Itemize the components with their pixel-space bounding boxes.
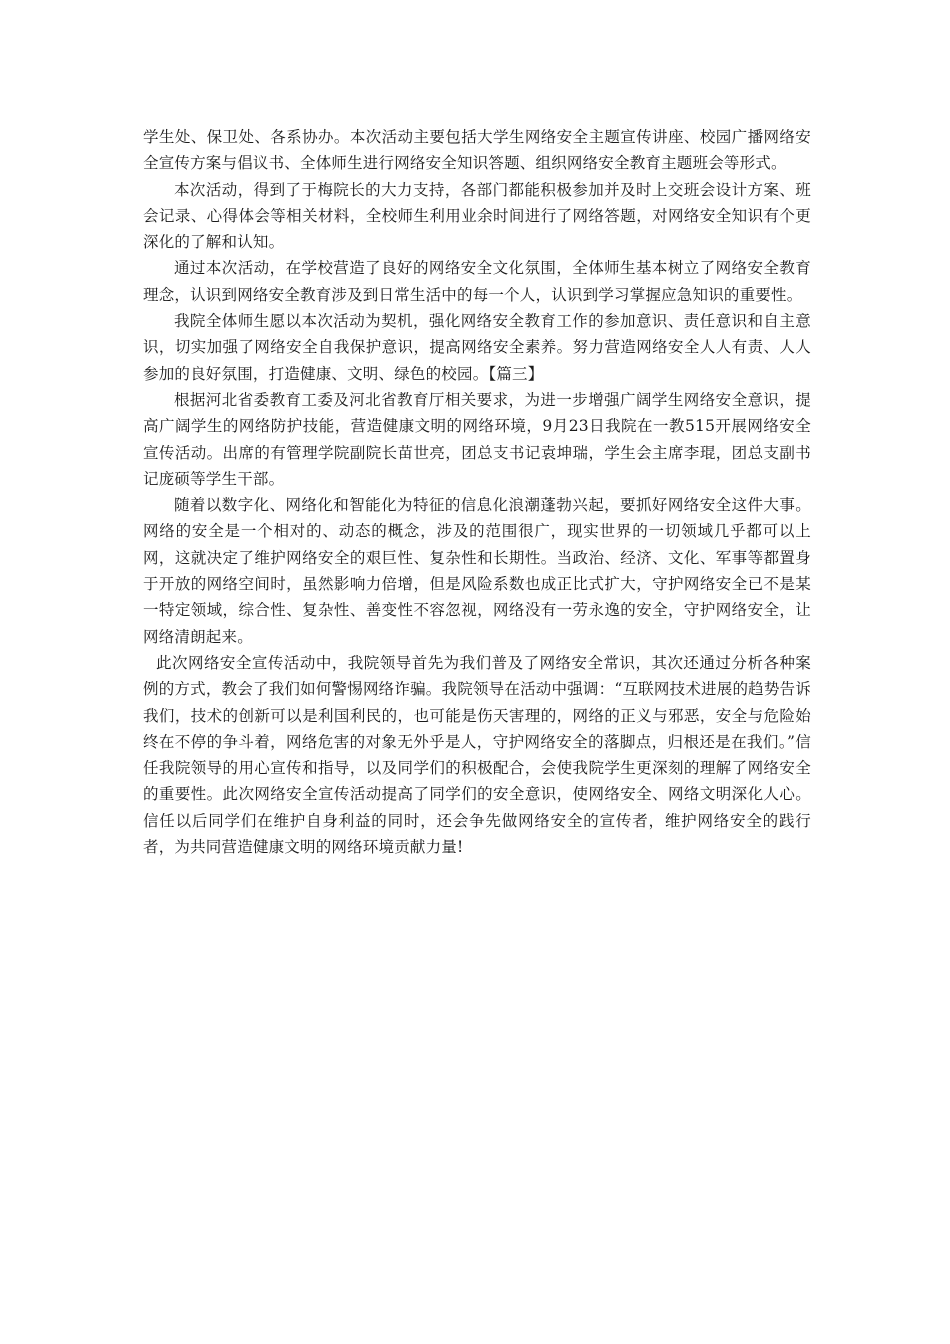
paragraph-7: 此次网络安全宣传活动中，我院领导首先为我们普及了网络安全常识，其次还通过分析各种案例的方式，教会了我们如何警惕网络诈骗。我院领导在活动中强调：“互联网技术进展的趋势告诉我们，技术的创新可以是利国利民的，也可能是伤天害理的，网络的正义与邪恶，安全与危险始终在不停的争斗着，网络危害的对象无外乎是人，守护网络安全的落脚点，归根还是在我们。”信任我院领导的用心宣传和指导，以及同学们的积极配合，会使我院学生更深刻的理解了网络安全的重要性。此次网络安全宣传活动提高了同学们的安全意识，使网络安全、网络文明深化人心。信任以后同学们在维护自身利益的同时，还会争先做网络安全的宣传者，维护网络安全的践行者，为共同营造健康文明的网络环境贡献力量! — [143, 653, 811, 857]
paragraph-2: 本次活动，得到了于梅院长的大力支持，各部门都能积极参加并及时上交班会设计方案、班会记录、心得体会等相关材料，全校师生利用业余时间进行了网络答题，对网络安全知识有个更深化的了解和认知。 — [143, 180, 811, 252]
paragraph-1: 学生处、保卫处、各系协办。本次活动主要包括大学生网络安全主题宣传讲座、校园广播网络安全宣传方案与倡议书、全体师生进行网络安全知识答题、组织网络安全教育主题班会等形式。 — [143, 128, 811, 173]
paragraph-6: 随着以数字化、网络化和智能化为特征的信息化浪潮蓬勃兴起，要抓好网络安全这件大事。网络的安全是一个相对的、动态的概念，涉及的范围很广，现实世界的一切领域几乎都可以上网，这就决定了维护网络安全的艰巨性、复杂性和长期性。当政治、经济、文化、军事等都置身于开放的网络空间时，虽然影响力倍增，但是风险系数也成正比式扩大，守护网络安全已不是某一特定领域，综合性、复杂性、善变性不容忽视，网络没有一劳永逸的安全，守护网络安全，让网络清朗起来。 — [143, 496, 811, 646]
paragraph-3: 通过本次活动，在学校营造了良好的网络安全文化氛围，全体师生基本树立了网络安全教育理念，认识到网络安全教育涉及到日常生活中的每一个人，认识到学习掌握应急知识的重要性。 — [143, 259, 811, 304]
paragraph-4: 我院全体师生愿以本次活动为契机，强化网络安全教育工作的参加意识、责任意识和自主意识，切实加强了网络安全自我保护意识，提高网络安全素养。努力营造网络安全人人有责、人人参加的良好氛围，打造健康、文明、绿色的校园。【篇三】 — [143, 312, 811, 383]
document-body — [143, 124, 811, 860]
paragraph-5: 根据河北省委教育工委及河北省教育厅相关要求，为进一步增强广阔学生网络安全意识，提高广阔学生的网络防护技能，营造健康文明的网络环境，9月23日我院在一教515开展网络安全宣传活动。出席的有管理学院副院长苗世亮，团总支书记袁坤瑞，学生会主席李琨，团总支副书记庞硕等学生干部。 — [143, 390, 811, 488]
